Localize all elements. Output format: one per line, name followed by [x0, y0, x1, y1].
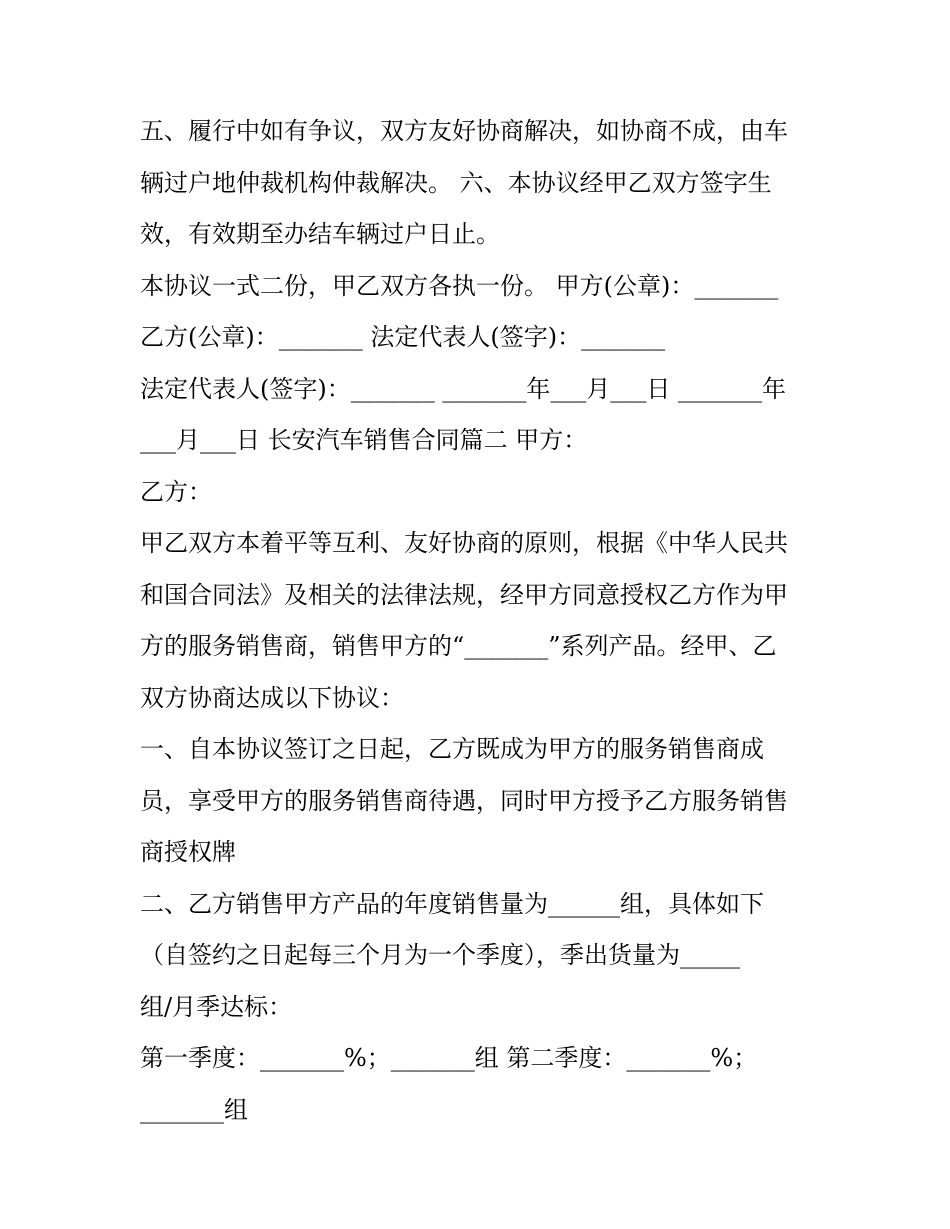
- text-line-party-b: 乙方：: [140, 477, 212, 506]
- text-line-arbitration: 辆过户地仲裁机构仲裁解决。 六、本协议经甲乙双方签字生: [140, 168, 772, 197]
- text-line-representative-date: 法定代表人(签字)：_______ _______年___月___日 _______年: [140, 374, 786, 403]
- text-line-clause-one-1: 一、自本协议签订之日起，乙方既成为甲方的服务销售商成: [140, 735, 764, 763]
- text-line-clause-one-2: 员，享受甲方的服务销售商待遇，同时甲方授予乙方服务销售: [140, 786, 788, 815]
- text-line-preamble-3: 方的服务销售商，销售甲方的“_______”系列产品。经甲、乙: [140, 632, 777, 660]
- text-line-copies-party-a-seal: 本协议一式二份，甲乙双方各执一份。 甲方(公章)：_______: [140, 271, 779, 300]
- text-line-contract-two-title: ___月___日 长安汽车销售合同篇二 甲方：: [140, 426, 588, 454]
- text-line-clause-two-3: 组/月季达标：: [140, 992, 293, 1021]
- text-line-party-b-seal: 乙方(公章)：_______ 法定代表人(签字)：_______: [140, 323, 666, 351]
- text-line-clause-two-1: 二、乙方销售甲方产品的年度销售量为______组，具体如下: [140, 889, 764, 918]
- text-line-clause-two-2: （自签约之日起每三个月为一个季度），季出货量为_____: [140, 941, 740, 969]
- text-line-quarter-units: _______组: [140, 1095, 248, 1124]
- text-line-quarters: 第一季度：_______%；_______组 第二季度：_______%；: [140, 1044, 758, 1072]
- text-line-validity: 效，有效期至办结车辆过户日止。: [140, 220, 500, 248]
- text-line-preamble-1: 甲乙双方本着平等互利、友好协商的原则，根据《中华人民共: [140, 529, 788, 557]
- text-line-dispute-clause: 五、履行中如有争议，双方友好协商解决，如协商不成，由车: [140, 117, 788, 145]
- contract-text: [140, 106, 820, 1136]
- text-line-preamble-4: 双方协商达成以下协议：: [140, 683, 404, 712]
- text-line-clause-one-3: 商授权牌: [140, 838, 236, 866]
- text-line-preamble-2: 和国合同法》及相关的法律法规，经甲方同意授权乙方作为甲: [140, 580, 788, 609]
